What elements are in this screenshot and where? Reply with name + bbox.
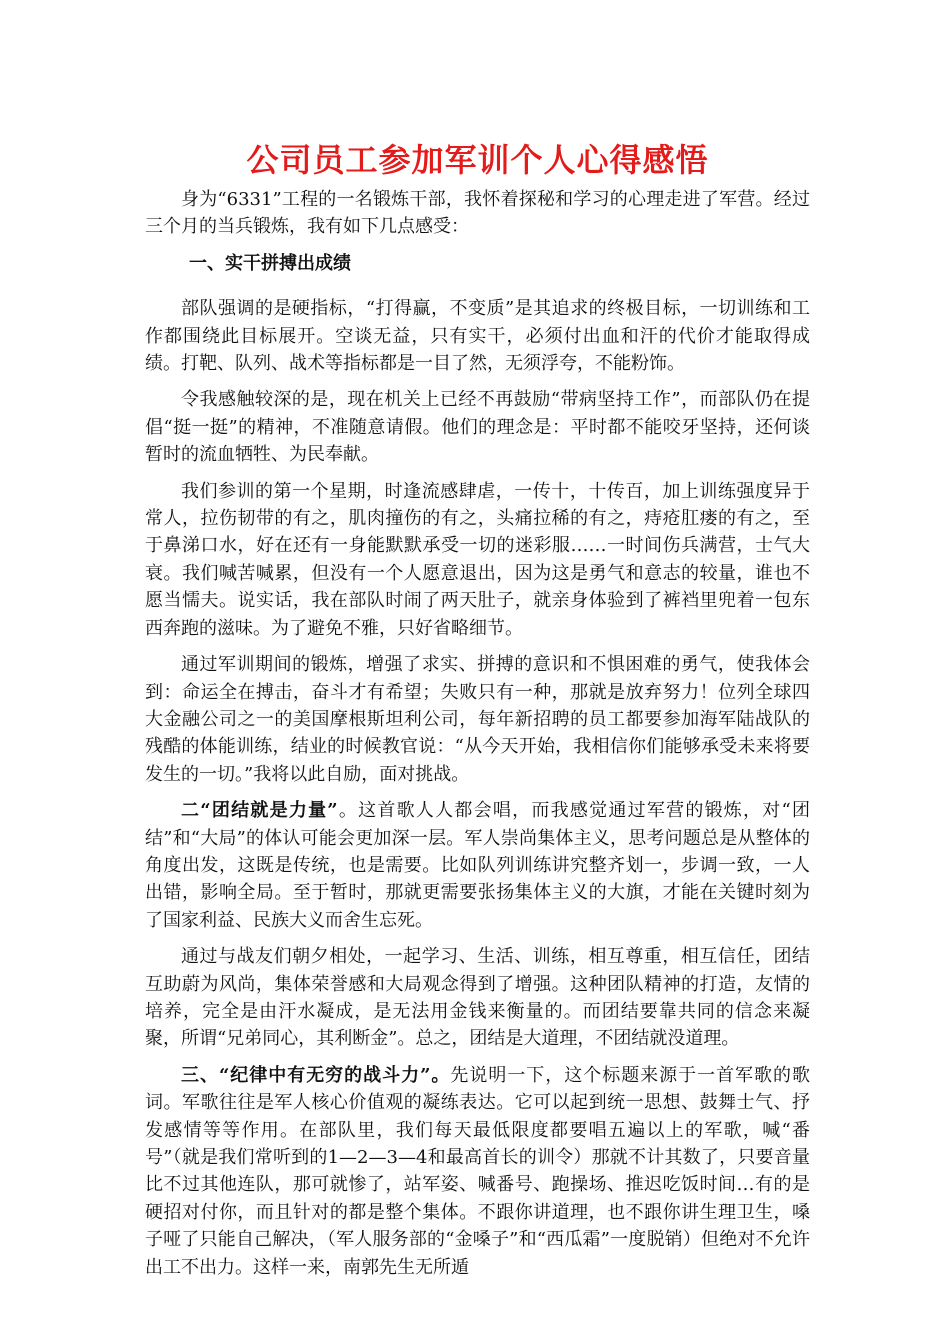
section-2-paragraph-2: 通过与战友们朝夕相处，一起学习、生活、训练，相互尊重，相互信任，团结互助蔚为风尚，集体荣誉感和大局观念得到了增强。这种团队精神的打造，友情的培养，完全是由汗水凝成，是无法用金钱来衡量的。而团结要靠共同的信念来凝聚，所谓“兄弟同心，其利断金”。总之，团结是大道理，不团结就没道理。 <box>145 946 810 1050</box>
section-3-paragraph-1 <box>145 1062 810 1281</box>
intro-paragraph: 身为“6331”工程的一名锻炼干部，我怀着探秘和学习的心理走进了军营。经过三个月的当兵锻炼，我有如下几点感受： <box>145 189 810 238</box>
section-1-paragraph-4: 通过军训期间的锻炼，增强了求实、拼搏的意识和不惧困难的勇气，使我体会到：命运全在搏击，奋斗才有希望；失败只有一种，那就是放弃努力！位列全球四大金融公司之一的美国摩根斯坦利公司，每年新招聘的员工都要参加海军陆战队的残酷的体能训练，结业的时候教官说：“从今天开始，我相信你们能够承受未来将要发生的一切。”我将以此自励，面对挑战。 <box>145 654 810 785</box>
document-page <box>145 128 810 1290</box>
section-2-heading: 二“团结就是力量” <box>181 800 338 822</box>
section-3-heading: 三、“纪律中有无穷的战斗力”。 <box>181 1064 451 1086</box>
section-1-paragraph-2: 令我感触较深的是，现在机关上已经不再鼓励“带病坚持工作”，而部队仍在提倡“挺一挺”的精神，不准随意请假。他们的理念是：平时都不能咬牙坚持，还何谈暂时的流血牺牲、为民奉献。 <box>145 389 810 466</box>
document-title: 公司员工参加军训个人心得感悟 <box>246 141 709 179</box>
section-1-paragraph-1: 部队强调的是硬指标，“打得赢，不变质”是其追求的终极目标，一切训练和工作都围绕此目标展开。空谈无益，只有实干，必须付出血和汗的代价才能取得成绩。打靶、队列、战术等指标都是一目了然，无须浮夸，不能粉饰。 <box>145 298 810 375</box>
section-3-paragraph-1-text: 先说明一下，这个标题来源于一首军歌的歌词。军歌往往是军人核心价值观的凝练表达。它可以起到统一思想、鼓舞士气、抒发感情等等作用。在部队里，我们每天最低限度都要唱五遍以上的军歌，喊“番号”（就是我们常听到的1—2—3—4和最高首长的训令）那就不计其数了，只要音量比不过其他连队，那可就惨了，站军姿、喊番号、跑操场、推迟吃饭时间…有的是硬招对付你，而且针对的都是整个集体。不跟你讲道理，也不跟你讲生理卫生，嗓子哑了只能自己解决，（军人服务部的“金嗓子”和“西瓜霜”一度脱销）但绝对不允许出工不出力。这样一来，南郭先生无所遁 <box>145 1064 810 1278</box>
section-1-paragraph-3: 我们参训的第一个星期，时逢流感肆虐，一传十，十传百，加上训练强度异于常人，拉伤韧带的有之，肌肉撞伤的有之，头痛拉稀的有之，痔疮肛瘘的有之，至于鼻涕口水，好在还有一身能默默承受一切的迷彩服……一时间伤兵满营，士气大衰。我们喊苦喊累，但没有一个人愿意退出，因为这是勇气和意志的较量，谁也不愿当懦夫。说实话，我在部队时闹了两天肚子，就亲身体验到了裤裆里兜着一包东西奔跑的滋味。为了避免不雅，只好省略细节。 <box>145 480 810 639</box>
section-1-heading: 一、实干拼搏出成绩 <box>189 252 351 274</box>
section-2-paragraph-1-text: 。这首歌人人都会唱，而我感觉通过军营的锻炼，对“团结”和“大局”的体认可能会更加深一层。军人崇尚集体主义，思考问题总是从整体的角度出发，这既是传统，也是需要。比如队列训练讲究整齐划一，步调一致，一人出错，影响全局。至于暂时，那就更需要张扬集体主义的大旗，才能在关键时刻为了国家利益、民族大义而舍生忘死。 <box>145 800 810 931</box>
section-2-paragraph-1 <box>145 797 810 934</box>
